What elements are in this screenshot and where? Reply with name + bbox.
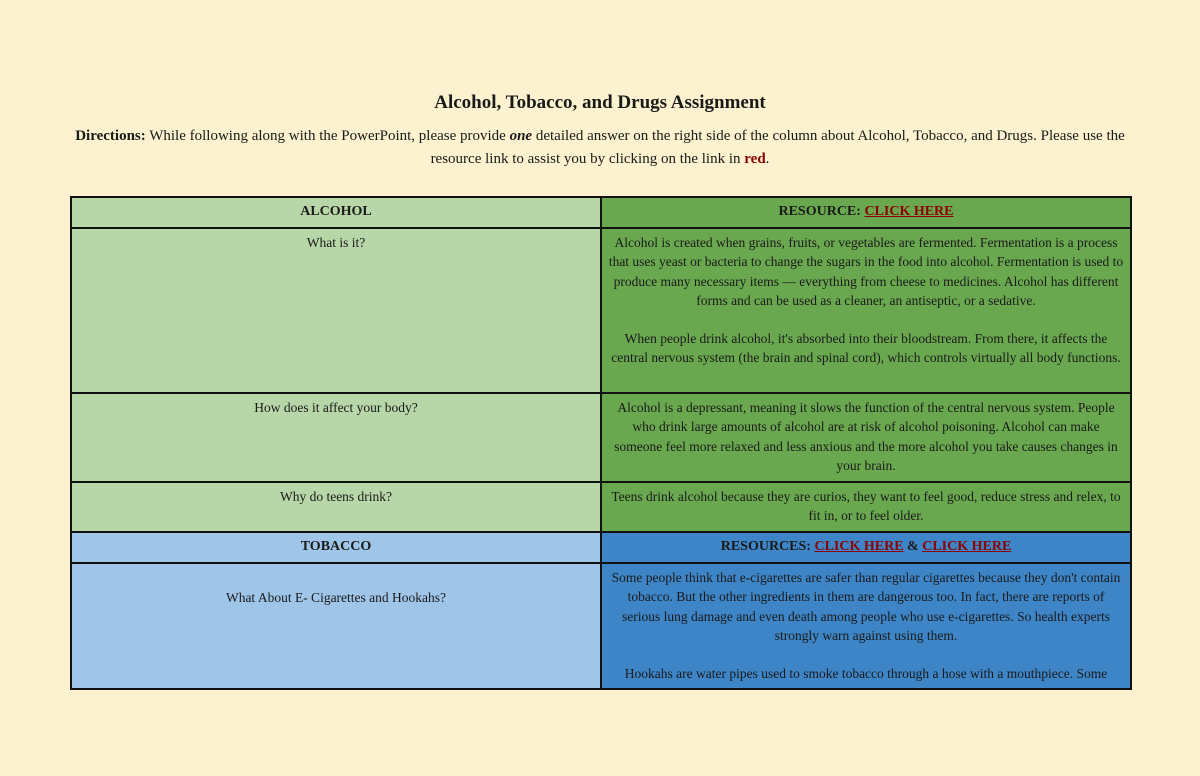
directions-emphasis: one xyxy=(509,128,533,144)
tobacco-answer-1-paragraph-1: Some people think that e-cigarettes are safer than regular cigarettes because they don't contain tobacco. But the other ingredients in them are dangerous too. In fact, there are reports of serious lung damage and even death among people who use e-cigarettes. So health experts strongly warn against using them. xyxy=(611,570,1121,643)
tobacco-answer-1-paragraph-2: Hookahs are water pipes used to smoke tobacco through a hose with a mouthpiece. Some xyxy=(624,666,1108,682)
table-row xyxy=(71,563,1131,689)
alcohol-answer-1-paragraph-2: When people drink alcohol, it's absorbed into their bloodstream. From there, it affects the central nervous system (the brain and spinal cord), which controls virtually all body functions. xyxy=(611,331,1121,366)
alcohol-header-row xyxy=(71,197,1131,228)
tobacco-answer-1 xyxy=(601,563,1131,689)
tobacco-question-1: What About E- Cigarettes and Hookahs? xyxy=(71,563,601,689)
tobacco-resources-label: RESOURCES: xyxy=(720,539,815,554)
alcohol-answer-1 xyxy=(601,228,1131,393)
directions-text-2: detailed answer on the right side of the column about Alcohol, Tobacco, and Drugs. Please use the resource link to assist you by clicking on the link in xyxy=(430,128,1125,167)
directions-label: Directions: xyxy=(75,128,146,144)
tobacco-resource-link-1[interactable]: CLICK HERE xyxy=(814,539,904,554)
table-row xyxy=(71,393,1131,482)
alcohol-answer-1-paragraph-1: Alcohol is created when grains, fruits, or vegetables are fermented. Fermentation is a process that uses yeast or bacteria to change the sugars in the food into alcohol. Fermentation is used to produce many necessary items — everything from cheese to medicines. Alcohol has different forms and can be used as a cleaner, an antiseptic, or a sedative. xyxy=(608,235,1124,308)
paragraph-gap xyxy=(608,645,1124,664)
alcohol-header: ALCOHOL xyxy=(71,197,601,228)
directions-red-word: red xyxy=(744,151,766,167)
page-title: Alcohol, Tobacco, and Drugs Assignment xyxy=(434,92,766,113)
table-row xyxy=(71,228,1131,393)
alcohol-question-1: What is it? xyxy=(71,228,601,393)
tobacco-resource-ampersand: & xyxy=(903,539,923,554)
alcohol-answer-2: Alcohol is a depressant, meaning it slows the function of the central nervous system. People who drink large amounts of alcohol are at risk of alcohol poisoning. Alcohol can make someone feel more relaxed and less anxious and the more alcohol you take causes changes in your brain. xyxy=(601,393,1131,482)
alcohol-resource-label: RESOURCE: xyxy=(778,204,865,219)
directions-text-1: While following along with the PowerPoint, please provide xyxy=(145,128,510,144)
tobacco-resource-cell xyxy=(601,532,1131,563)
alcohol-question-3: Why do teens drink? xyxy=(71,482,601,532)
paragraph-gap xyxy=(608,310,1124,329)
directions xyxy=(70,125,1130,171)
tobacco-resource-link-2[interactable]: CLICK HERE xyxy=(922,539,1012,554)
alcohol-resource-cell xyxy=(601,197,1131,228)
tobacco-header: TOBACCO xyxy=(71,532,601,563)
directions-end: . xyxy=(765,151,770,167)
assignment-table xyxy=(70,196,1132,690)
table-row xyxy=(71,482,1131,532)
alcohol-answer-3: Teens drink alcohol because they are curios, they want to feel good, reduce stress and relex, to fit in, or to feel older. xyxy=(601,482,1131,532)
alcohol-question-2: How does it affect your body? xyxy=(71,393,601,482)
tobacco-header-row xyxy=(71,532,1131,563)
alcohol-resource-link[interactable]: CLICK HERE xyxy=(864,204,954,219)
